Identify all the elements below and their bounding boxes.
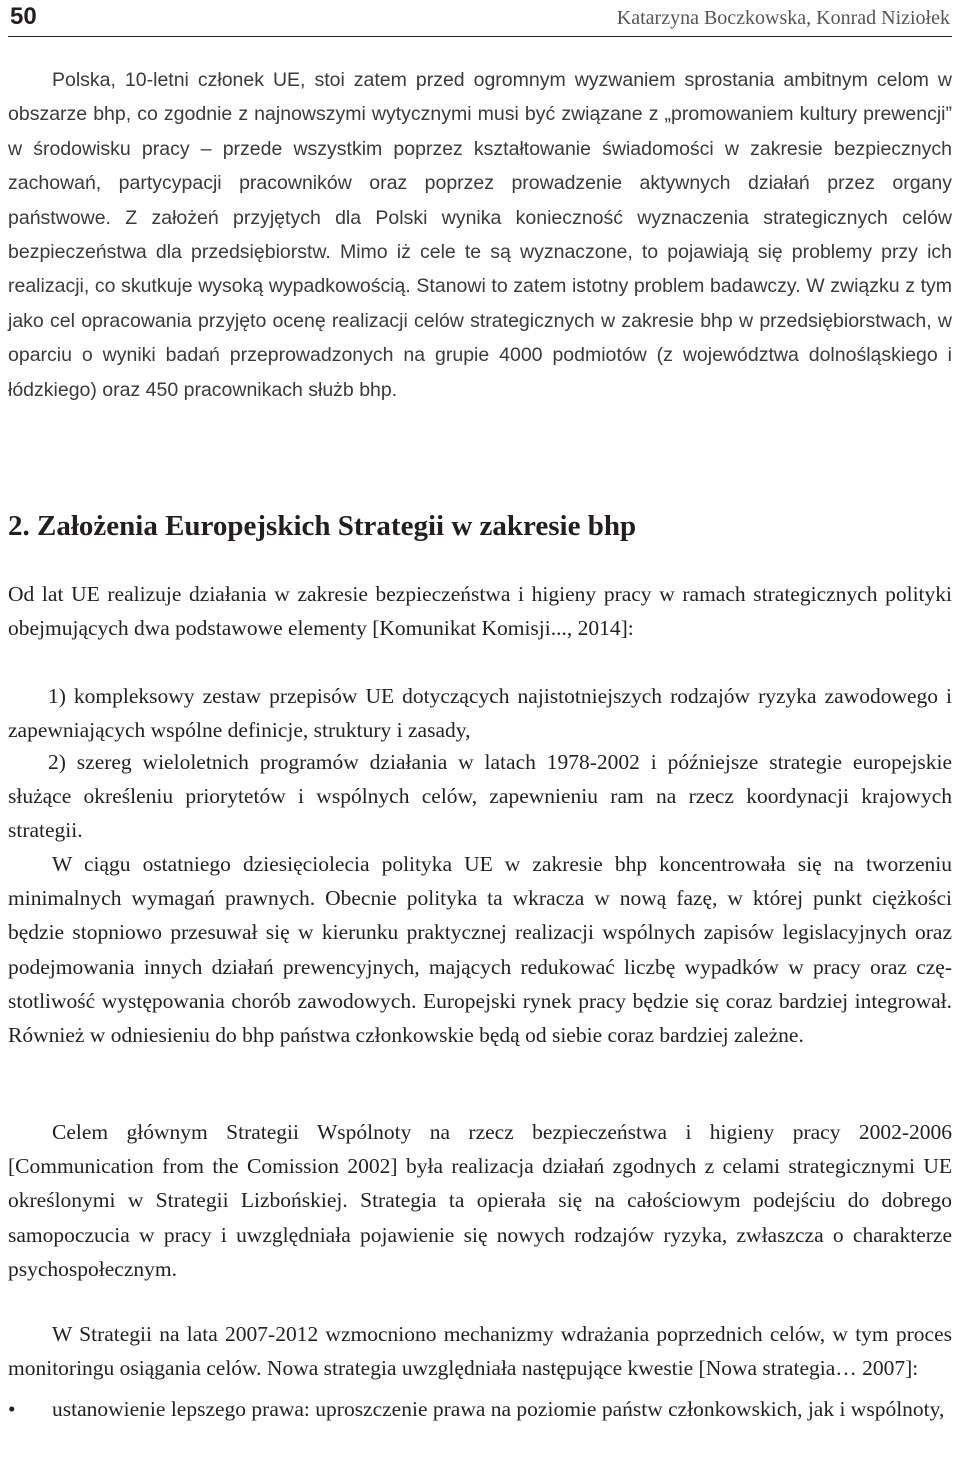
page-header — [8, 0, 952, 37]
section-lead-paragraph: Od lat UE realizuje działania w zakresie bezpieczeństwa i higieny pracy w ramach strategicznych polityki obejmujących dwa podstawowe elementy [Komunikat Komisji..., 2014]: — [8, 582, 952, 641]
body-paragraph-1: W ciągu ostatniego dziesięciolecia polityka UE w zakresie bhp koncentrowała się na tworzeniu minimalnych wymagań prawnych. Obecnie polityka ta wkracza w nową fazę, w której punkt ciężkości będzie stopniowo przesuwał się w kierunku praktycznej realizacji wspólnych zapisów legislacyjnych oraz podejmowania innych działań prewencyjnych, mających redukować liczbę wypadków w pracy oraz częstotliwość występowania chorób zawodowych. Europejski rynek pracy będzie się coraz bardziej integrował. Również w odniesieniu do bhp państwa członkowskie będą od siebie coraz bardziej zależne. — [8, 852, 952, 1048]
running-head-authors: Katarzyna Boczkowska, Konrad Niziołek — [616, 7, 950, 29]
list-item-1: 1) kompleksowy zestaw przepisów UE dotyczących najistotniejszych rodzajów ryzyka zawodowego i zapewniających wspólne definicje, struktury i zasady, — [8, 684, 952, 743]
bullet-list-item — [8, 1392, 952, 1426]
bullet-icon: • — [8, 1397, 16, 1421]
body-paragraph-2: Celem głównym Strategii Wspólnoty na rzecz bezpieczeństwa i higieny pracy 2002-2006 [Communication from the Comission 2002] była realizacja działań zgodnych z celami strategicznymi UE określonymi w Strategii Lizbońskiej. Strategia ta opierała się na całościowym podejściu do dobrego samopoczucia w pracy i uwzględniała pojawienie się nowych rodzajów ryzyka, zwłaszcza o charakterze psychospołecznym. — [8, 1120, 952, 1281]
bullet-item-text: ustanowienie lepszego prawa: uproszczenie prawa na poziomie państw członkowskich, jak i wspólnoty, — [52, 1397, 945, 1421]
list-item-2: 2) szereg wieloletnich programów działania w latach 1978-2002 i późniejsze strategie europejskie służące określeniu priorytetów i wspólnych celów, zapewnieniu ram na rzecz koordynacji krajowych strategii. — [8, 750, 952, 843]
body-paragraph-3: W Strategii na lata 2007-2012 wzmocniono mechanizmy wdrażania poprzednich celów, w tym proces monitoringu osiągania celów. Nowa strategia uwzględniała następujące kwestie [Nowa strategia… 2007]: — [8, 1322, 952, 1381]
intro-paragraph: Polska, 10-letni członek UE, stoi zatem przed ogromnym wyzwaniem sprostania ambitnym celom w obszarze bhp, co zgodnie z najnowszymi wytycznymi musi być związane z „promowaniem kultury prewencji” w środowisku pracy – przede wszystkim poprzez kształtowanie świadomości w zakresie bezpiecznych zachowań, partycypacji pracowników oraz poprzez prowadzenie aktywnych działań przez organy państwowe. Z założeń przyjętych dla Polski wynika konieczność wyznaczenia strategicznych celów bezpieczeństwa dla przedsiębiorstw. Mimo iż cele te są wyznaczone, to pojawiają się problemy przy ich realizacji, co skutkuje wysoką wypadkowością. Stanowi to zatem istotny problem badawczy. W związku z tym jako cel opracowania przyjęto ocenę realizacji celów strategicznych w zakresie bhp w przedsiębiorstwach, w oparciu o wyniki badań przeprowadzonych na grupie 4000 podmiotów (z województwa dolnośląskiego i łódzkiego) oraz 450 pracownikach służb bhp. — [8, 69, 952, 401]
page-number: 50 — [10, 3, 37, 30]
section-heading: 2. Założenia Europejskich Strategii w zakresie bhp — [8, 510, 637, 542]
